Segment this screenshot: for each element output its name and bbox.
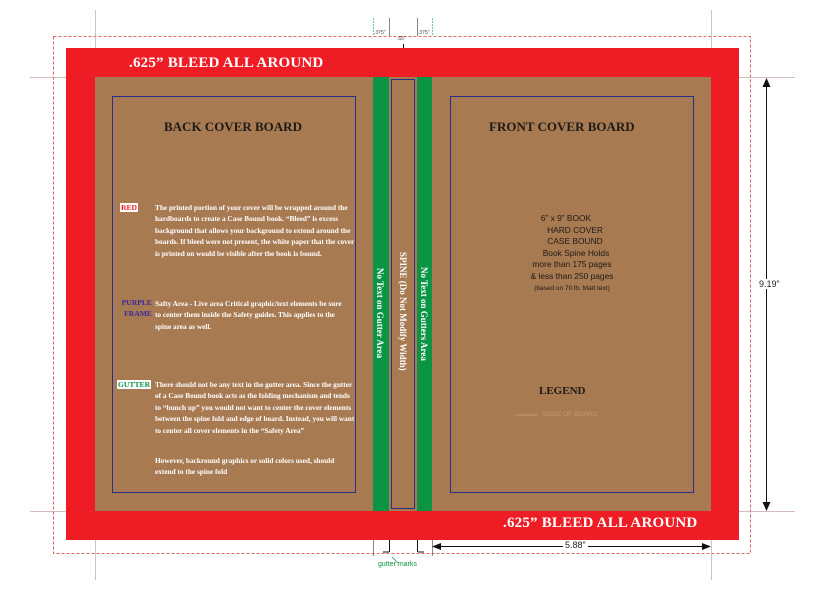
book-specs [510,213,630,294]
purple-tag-2: FRAME [124,309,152,318]
right-gutter-text: No Text on Gutters Area [419,267,429,361]
legend-edge-of-board: EDGE OF BOARD [543,411,598,418]
bleed-label-top: .625” BLEED ALL AROUND [129,55,324,71]
top-gutter-left-dim: .375” [374,30,386,36]
edge-of-board-swatch [514,412,540,418]
bleed-label-bottom: .625” BLEED ALL AROUND [503,515,698,531]
front-cover-title: FRONT COVER BOARD [489,119,635,134]
spine-text: SPINE (Do Not Modify Width) [398,252,408,371]
legend-title: LEGEND [539,385,586,397]
top-spine-dim: .65” [397,36,406,42]
gutter-note: However, backround graphics or solid colors used, should extend to the spine fold [155,456,335,477]
gutter-tag: GUTTER [118,380,151,389]
spec-line: HARD COVER [547,224,603,235]
red-tag: RED [121,203,138,212]
front-cover-safety-frame [450,96,694,493]
gutter-explanation: There should not be any text in the gutter area. Since the gutter of a Case Bound book acts as the folding mechanism and tends to “bunch up” you would not want to center the cover elements between the spine fold and edge of board. Instead, you will want to center all cover elements in the “Safety Area” [155,380,355,435]
spec-line: & less than 250 pages [530,270,614,281]
height-dimension: 9.19” [759,279,780,289]
left-gutter-text: No Text on Gutter Area [375,268,385,359]
back-cover-title: BACK COVER BOARD [164,119,302,134]
width-dimension: 5.88” [565,540,586,550]
red-explanation: The printed portion of your cover will be wrapped around the hardboards to create a Case Bound book. “Bleed” is excess background that allows your background to extend around the boards. If bleed were not present, the white paper that the cover is printed on would be visible after the book is bound. [155,203,355,258]
top-gutter-right-dim: .375” [418,30,430,36]
spec-line: Book Spine Holds [542,247,610,258]
spec-line: CASE BOUND [547,236,603,247]
purple-tag-1: PURPLE [121,298,152,307]
spec-line: more than 175 pages [532,259,612,270]
spec-line: (based on 70 lb. Matt text) [534,284,610,292]
spec-line: 6” x 9” BOOK [540,213,592,223]
gutter-marks-label: gutter marks [378,561,417,568]
purple-explanation: Safty Area - Live area Critical graphic/text elements be sure to center them inside the Safety guides. This applies to the spine area as well. [155,299,342,331]
